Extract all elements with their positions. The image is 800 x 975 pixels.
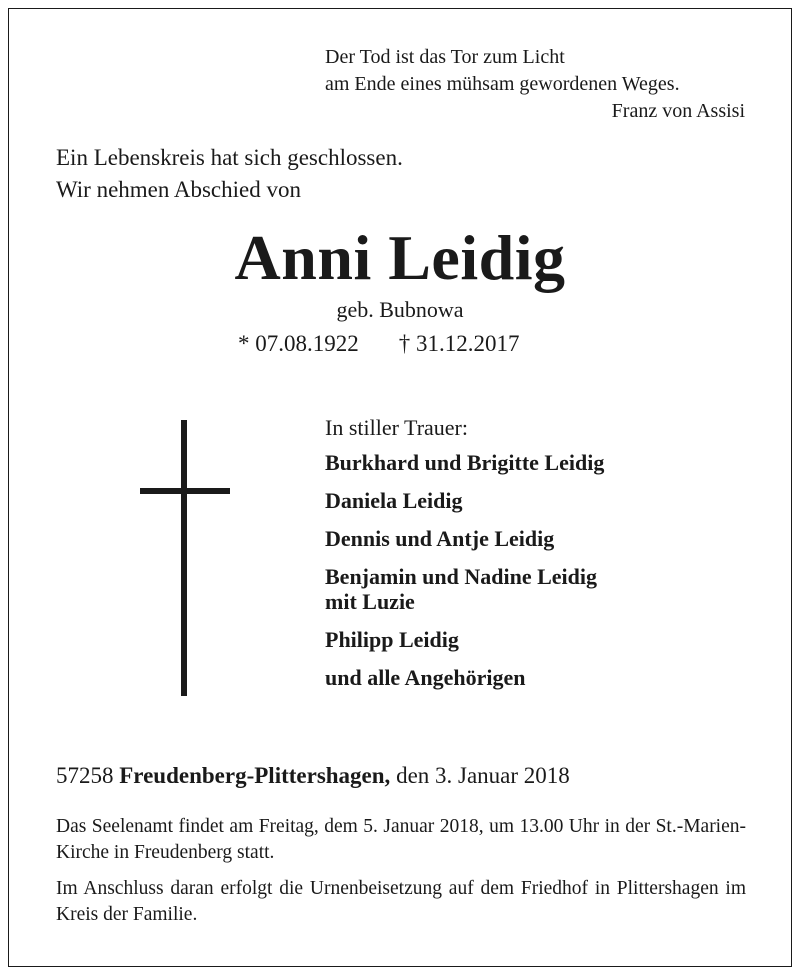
quote-line-1: Der Tod ist das Tor zum Licht	[325, 46, 565, 68]
cross-icon-bar	[140, 488, 230, 494]
birth-name: geb. Bubnowa	[336, 297, 464, 322]
cross-icon	[181, 420, 187, 696]
intro-text	[56, 142, 403, 206]
mourner-name: Burkhard und Brigitte Leidig	[325, 450, 605, 475]
town: Freudenberg-Plittershagen,	[119, 763, 391, 788]
quote-author: Franz von Assisi	[611, 100, 745, 122]
mourners-list	[325, 412, 604, 703]
mourner-name: und alle Angehörigen	[325, 665, 526, 690]
mourner-name: Benjamin und Nadine Leidig	[325, 564, 598, 589]
mourner-name: Daniela Leidig	[325, 488, 463, 513]
mass-info: Das Seelenamt findet am Freitag, dem 5. Januar 2018, um 13.00 Uhr in der St.-Marien-Kirche in Freudenberg statt.	[56, 816, 746, 863]
mourner-name: Philipp Leidig	[325, 627, 459, 652]
mourners-label: In stiller Trauer:	[325, 415, 468, 440]
intro-line-2: Wir nehmen Abschied von	[56, 177, 301, 202]
notice-date: den 3. Januar 2018	[396, 763, 570, 788]
quote-block	[325, 44, 745, 125]
place-and-date	[56, 760, 570, 792]
postcode: 57258	[56, 763, 114, 788]
quote-line-2: am Ende eines mühsam gewordenen Weges.	[325, 73, 680, 95]
death-date: † 31.12.2017	[398, 331, 520, 356]
burial-info: Im Anschluss daran erfolgt die Urnenbeisetzung auf dem Friedhof in Plittershagen im Kreis der Familie.	[56, 878, 746, 925]
mourner-name: Dennis und Antje Leidig	[325, 526, 555, 551]
life-dates	[238, 328, 520, 360]
deceased-name: Anni Leidig	[234, 222, 566, 293]
intro-line-1: Ein Lebenskreis hat sich geschlossen.	[56, 145, 403, 170]
birth-date: * 07.08.1922	[238, 331, 359, 356]
mourner-name: mit Luzie	[325, 589, 415, 614]
